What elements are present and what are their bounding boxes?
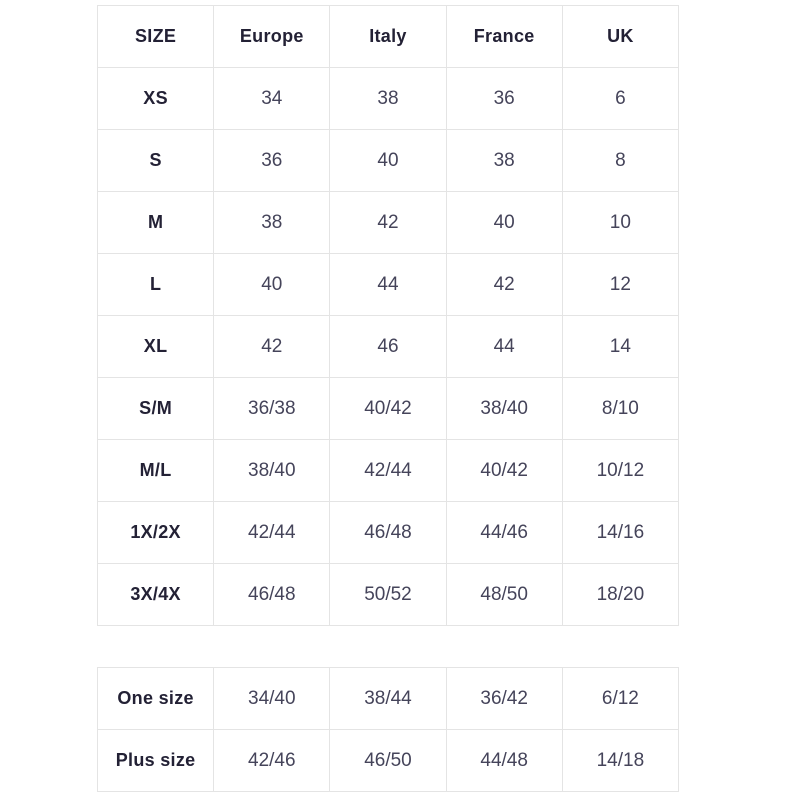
row-label: 3X/4X [98,564,214,626]
size-value-cell: 6/12 [562,668,678,730]
size-value-cell: 48/50 [446,564,562,626]
row-label: M [98,192,214,254]
table-row [98,564,679,626]
column-header-france: France [446,6,562,68]
size-value-cell: 34 [214,68,330,130]
special-size-table [97,667,679,792]
table-row [98,378,679,440]
table-row [98,668,679,730]
size-value-cell: 14/16 [562,502,678,564]
size-value-cell: 38 [214,192,330,254]
size-value-cell: 14 [562,316,678,378]
size-value-cell: 36/42 [446,668,562,730]
column-header-italy: Italy [330,6,446,68]
table-row [98,316,679,378]
size-value-cell: 46/48 [330,502,446,564]
table-row [98,440,679,502]
size-value-cell: 10/12 [562,440,678,502]
size-value-cell: 42/46 [214,730,330,792]
size-value-cell: 8/10 [562,378,678,440]
size-value-cell: 42 [446,254,562,316]
column-header-size: SIZE [98,6,214,68]
size-value-cell: 50/52 [330,564,446,626]
size-value-cell: 42 [214,316,330,378]
column-header-europe: Europe [214,6,330,68]
size-value-cell: 44/48 [446,730,562,792]
size-value-cell: 18/20 [562,564,678,626]
row-label: 1X/2X [98,502,214,564]
table-row [98,130,679,192]
size-value-cell: 34/40 [214,668,330,730]
size-value-cell: 40/42 [446,440,562,502]
size-value-cell: 6 [562,68,678,130]
size-value-cell: 10 [562,192,678,254]
size-value-cell: 40 [446,192,562,254]
table-row [98,502,679,564]
table-row [98,192,679,254]
size-value-cell: 36/38 [214,378,330,440]
size-value-cell: 42/44 [330,440,446,502]
size-table-header [98,6,679,68]
size-conversion-table [97,5,679,626]
table-row [98,730,679,792]
size-value-cell: 38/44 [330,668,446,730]
size-value-cell: 46 [330,316,446,378]
size-value-cell: 40 [214,254,330,316]
row-label: Plus size [98,730,214,792]
column-header-uk: UK [562,6,678,68]
size-value-cell: 46/50 [330,730,446,792]
size-value-cell: 40 [330,130,446,192]
row-label: L [98,254,214,316]
size-value-cell: 14/18 [562,730,678,792]
table-row [98,254,679,316]
size-value-cell: 8 [562,130,678,192]
size-value-cell: 36 [214,130,330,192]
size-value-cell: 44 [330,254,446,316]
size-value-cell: 42 [330,192,446,254]
size-value-cell: 38/40 [446,378,562,440]
header-row [98,6,679,68]
size-value-cell: 38 [446,130,562,192]
size-value-cell: 42/44 [214,502,330,564]
size-table-body [98,68,679,626]
size-value-cell: 40/42 [330,378,446,440]
row-label: M/L [98,440,214,502]
row-label: S [98,130,214,192]
size-value-cell: 36 [446,68,562,130]
size-value-cell: 44/46 [446,502,562,564]
size-value-cell: 44 [446,316,562,378]
size-value-cell: 46/48 [214,564,330,626]
special-size-table-body [98,668,679,792]
row-label: XS [98,68,214,130]
size-value-cell: 12 [562,254,678,316]
row-label: XL [98,316,214,378]
row-label: One size [98,668,214,730]
size-value-cell: 38 [330,68,446,130]
row-label: S/M [98,378,214,440]
size-value-cell: 38/40 [214,440,330,502]
table-row [98,68,679,130]
